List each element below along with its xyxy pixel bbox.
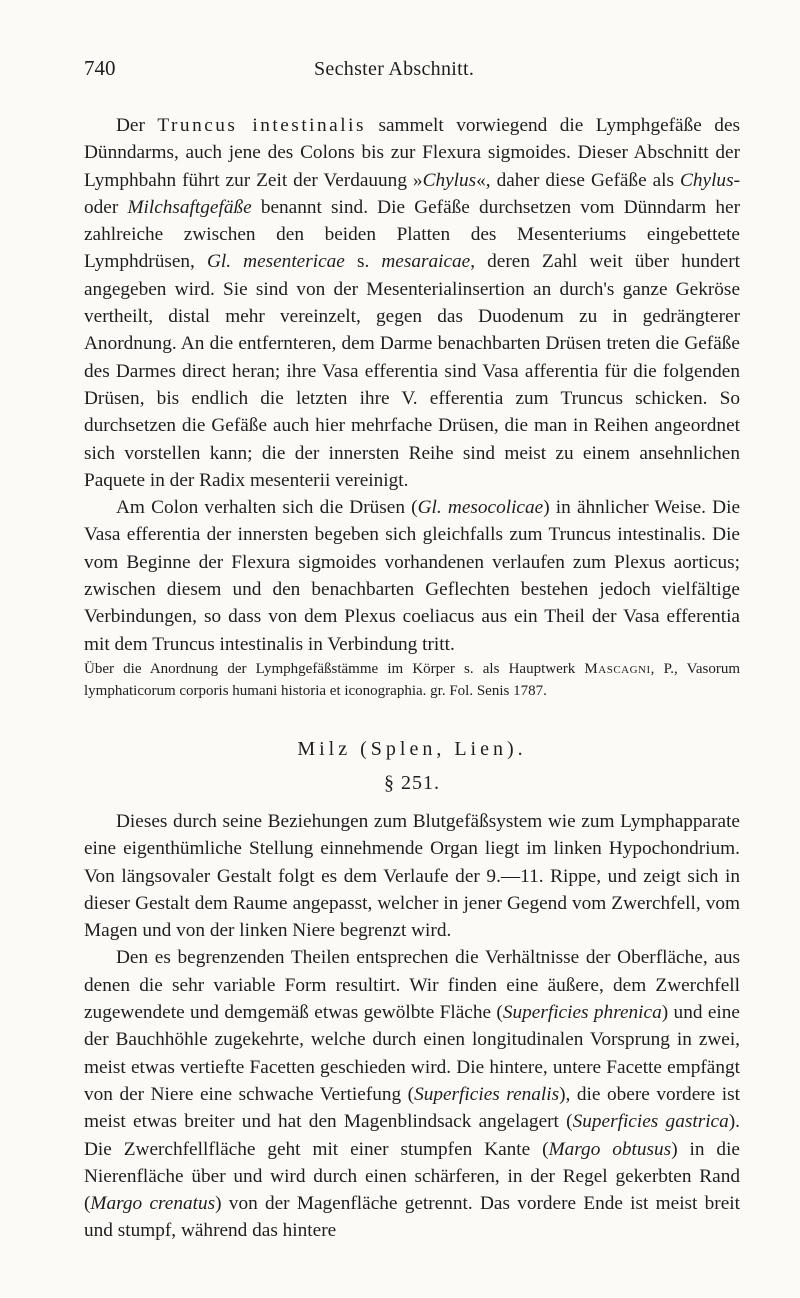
italic-term: Superficies phrenica [502,1002,662,1024]
footnote-mascagni [84,658,740,702]
text-run: «, daher diese Gefäße als [476,169,681,191]
text-run: Der [116,115,158,136]
text-run: benannt sind. Die Gefäße durchsetzen vom Dünndarm her zahlreiche zwischen den beiden Platten des Mesenteriums eingebettete Lymphdrüsen, [84,196,740,273]
italic-term: Chylus [422,169,477,191]
text-run: sammelt vorwiegend die Lymphgefäße des Dünndarms, auch jene des Colons bis zur Flexura sigmoides. Dieser Abschnitt der Lymphbahn führt zur Zeit der Verdauung » [84,115,741,191]
italic-term: Margo obtusus [548,1138,672,1160]
text-run: , P., Vasorum lymphaticorum corporis humani historia et iconographia. gr. Fol. Senis 1787. [84,660,740,699]
text-run: Den es begrenzenden Theilen entsprechen die Verhältnisse der Oberfläche, aus denen die sehr variable Form resultirt. Wir finden eine äußere, dem Zwerchfell zugewendete und demgemäß etwas gewölbte Fläche ( [84,947,740,1024]
italic-term: Milchsaftgefäße [127,196,252,218]
italic-term: Chylus- [680,169,740,191]
text-run: ) von der Magenfläche getrennt. Das vordere Ende ist meist breit und stumpf, während das hintere [84,1193,740,1242]
text-run: , deren Zahl weit über hundert angegeben wird. Sie sind von der Mesenterialinsertion an durch's ganze Gekröse vertheilt, distal mehr vereinzelt, gegen das Duodenum zu in gedrängterer Anordnung. An die entfernteren, dem Darme benachbarten Drüsen treten die Gefäße des Darmes direct heran; ihre Vasa efferentia sind Vasa afferentia für die folgenden Drüsen, bis endlich die letzten ihre V. efferentia zum Truncus schicken. So durchsetzen die Gefäße auch hier mehrfache Drüsen, die man in Reihen angeordnet sich vorstellen kann; die der innersten Reihe sind meist zu einem ansehnlichen Paquete in der Radix mesenterii vereinigt. [84,251,740,491]
paragraph-milz-oberflaeche [84,944,740,1244]
author-name: Mascagni [584,660,651,677]
text-run: ) in ähnlicher Weise. Die Vasa efferentia der innersten begeben sich gleichfalls zum Truncus intestinalis. Die vom Beginne der Flexura sigmoides vorhandenen verlaufen zum Plexus aorticus; zwischen diesem und den benachbarten Geflechten bestehen jedoch vielfältige Verbindungen, so dass von dem Plexus coeliacus aus ein Theil der Vasa efferentia mit dem Truncus intestinalis in Verbindung tritt. [84,497,741,655]
italic-term: Gl. mesentericae [206,251,345,273]
chapter-header-title: Sechster Abschnitt. [314,58,475,80]
body-text [84,112,740,1245]
text-run: Dieses durch seine Beziehungen zum Blutgefäßsystem wie zum Lymphapparate eine eigenthümliche Stellung einnehmende Organ liegt im linken Hypochondrium. Von längsovaler Gestalt folgt es dem Verlaufe der 9.—11. Rippe, und zeigt sich in dieser Gestalt dem Raume angepasst, welcher in jener Gegend vom Zwerchfell, vom Magen und von der linken Niere begrenzt wird. [84,810,740,942]
text-run: Am Colon verhalten sich die Drüsen ( [116,497,418,519]
paragraph-truncus-intestinalis [84,112,740,494]
section-heading-milz: Milz (Splen, Lien). [297,737,527,760]
italic-term: Margo crenatus [90,1193,216,1215]
italic-term: Superficies gastrica [572,1111,729,1133]
page-number: 740 [84,56,116,80]
text-run: s. [344,251,382,273]
spaced-term: Truncus intestinalis [157,115,366,136]
text-run: ) in die Nierenfläche über und wird durch einen schärferen, in der Regel gekerbten Rand ( [84,1138,740,1215]
italic-term: Superficies renalis [414,1083,560,1105]
italic-term: mesaraicae [381,251,471,273]
running-head [84,56,740,90]
text-run: ). Die Zwerchfellfläche geht mit einer stumpfen Kante ( [84,1111,741,1160]
italic-term: Gl. mesocolicae [417,497,544,519]
text-run: ), die obere vordere ist meist etwas breiter und hat den Magenblindsack angelagert ( [84,1083,740,1133]
section-number: § 251. [384,771,440,794]
paragraph-milz-lage [84,808,740,944]
text-run: ) und eine der Bauchhöhle zugekehrte, welche durch einen longitudinalen Vorsprung in zwei, meist etwas vertiefte Facetten geschieden wird. Die hintere, untere Facette empfängt von der Niere eine schwache Vertiefung ( [84,1002,740,1105]
text-run: oder [84,196,128,218]
paragraph-colon-drusen [84,494,740,658]
text-run: Über die Anordnung der Lymphgefäßstämme im Körper s. als Hauptwerk [84,660,585,677]
